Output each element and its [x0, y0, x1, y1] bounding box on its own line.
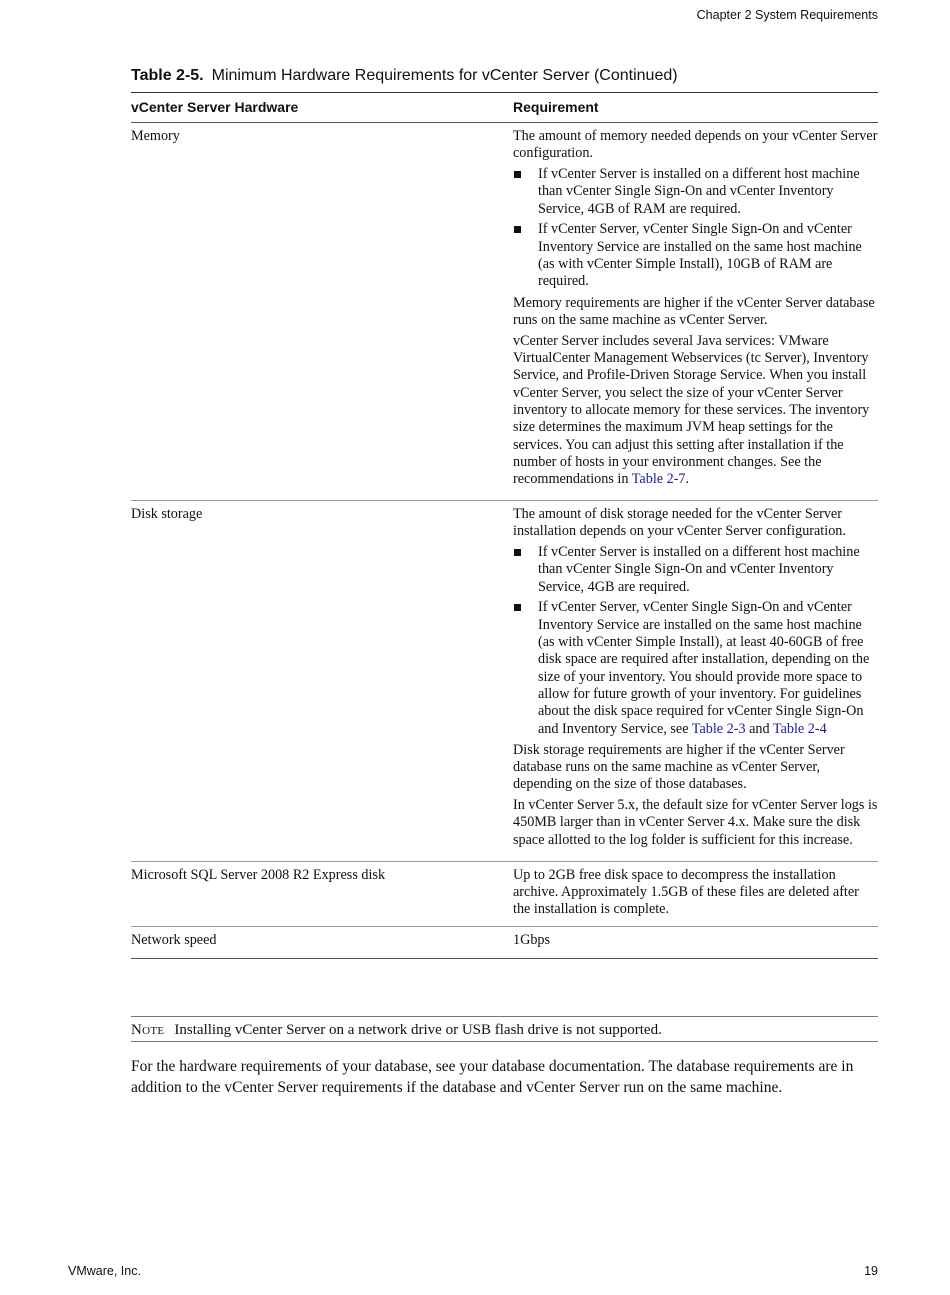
row-requirement: [513, 123, 878, 500]
row-requirement: 1Gbps: [513, 932, 551, 949]
list-item: If vCenter Server, vCenter Single Sign-On and vCenter Inventory Service are installed on the same host machine (as with vCenter Simple Install), 10GB of RAM are required.: [513, 221, 878, 290]
table-title: Minimum Hardware Requirements for vCenter Server (Continued): [211, 67, 678, 84]
row-requirement: Up to 2GB free disk space to decompress the installation archive. Approximately 1.5GB of these files are deleted after the installation is complete.: [513, 866, 859, 918]
body-paragraph: For the hardware requirements of your database, see your database documentation. The database requirements are in addition to the vCenter Server requirements if the database and vCenter Server run on the same machine.: [131, 1058, 854, 1096]
header-requirement: Requirement: [513, 99, 599, 115]
list-item: If vCenter Server, vCenter Single Sign-On and vCenter Inventory Service are installed on the same host machine (as with vCenter Simple Install), at least 40-60GB of free disk space are required after installation, depending on the size of your inventory. You should provide more space to allow for future growth of your inventory. For guidelines about the disk space required for vCenter Single Sign-On and Inventory Service, see Table 2-3 and Table 2-4: [513, 599, 878, 737]
table-row-memory: [131, 123, 878, 501]
disk-para-1: Disk storage requirements are higher if the vCenter Server database runs on the same machine as vCenter Server, depending on the size of those databases.: [513, 741, 845, 793]
requirements-table: [131, 92, 878, 959]
header-hardware: vCenter Server Hardware: [131, 99, 299, 115]
square-bullet-icon: [514, 604, 521, 611]
row-label: Memory: [131, 128, 180, 144]
disk-intro: The amount of disk storage needed for the vCenter Server installation depends on your vCenter Server configuration.: [513, 505, 846, 540]
row-label: Network speed: [131, 932, 217, 949]
memory-bullets: [513, 166, 878, 291]
square-bullet-icon: [514, 171, 521, 178]
table-2-4-link[interactable]: Table 2-4: [772, 720, 827, 737]
row-requirement: [513, 501, 878, 861]
memory-para-2: vCenter Server includes several Java services: VMware VirtualCenter Management Webservices (tc Server), Inventory Service, and Profile-Driven Storage Service. When you install vCenter Server, you select the size of your vCenter Server inventory to allocate memory for these services. The inventory size determines the maximum JVM heap settings for the services. You can adjust this setting after installation if the number of hosts in your environment changes. See the recommendations in Table 2-7.: [513, 332, 870, 488]
memory-para-1: Memory requirements are higher if the vCenter Server database runs on the same machine as vCenter Server.: [513, 294, 875, 328]
square-bullet-icon: [514, 549, 521, 556]
note-label: Note: [131, 1022, 165, 1038]
table-caption: [131, 67, 678, 85]
page-number: 19: [864, 1264, 878, 1278]
note-box: [131, 1016, 878, 1042]
table-row-disk-storage: [131, 501, 878, 862]
table-2-7-link[interactable]: Table 2-7: [631, 471, 686, 488]
table-number: Table 2-5.: [131, 67, 204, 84]
row-label: Microsoft SQL Server 2008 R2 Express disk: [131, 866, 386, 883]
table-row-network-speed: [131, 927, 878, 958]
table-2-3-link[interactable]: Table 2-3: [691, 720, 746, 737]
square-bullet-icon: [514, 226, 521, 233]
disk-bullets: [513, 544, 878, 738]
memory-intro: The amount of memory needed depends on your vCenter Server configuration.: [513, 128, 878, 162]
table-row-sql-express: [131, 862, 878, 928]
row-label: Disk storage: [131, 505, 203, 522]
list-item: If vCenter Server is installed on a different host machine than vCenter Single Sign-On and vCenter Inventory Service, 4GB are required.: [513, 544, 878, 596]
running-header: Chapter 2 System Requirements: [696, 8, 878, 22]
note-text: Installing vCenter Server on a network drive or USB flash drive is not supported.: [174, 1022, 662, 1038]
list-item: If vCenter Server is installed on a different host machine than vCenter Single Sign-On and vCenter Inventory Service, 4GB of RAM are required.: [513, 166, 878, 218]
table-header-row: [131, 93, 878, 123]
footer-company: VMware, Inc.: [68, 1264, 141, 1278]
disk-para-2: In vCenter Server 5.x, the default size for vCenter Server logs is 450MB larger than in vCenter Server 4.x. Make sure the disk space allotted to the log folder is sufficient for this increase.: [513, 797, 878, 848]
